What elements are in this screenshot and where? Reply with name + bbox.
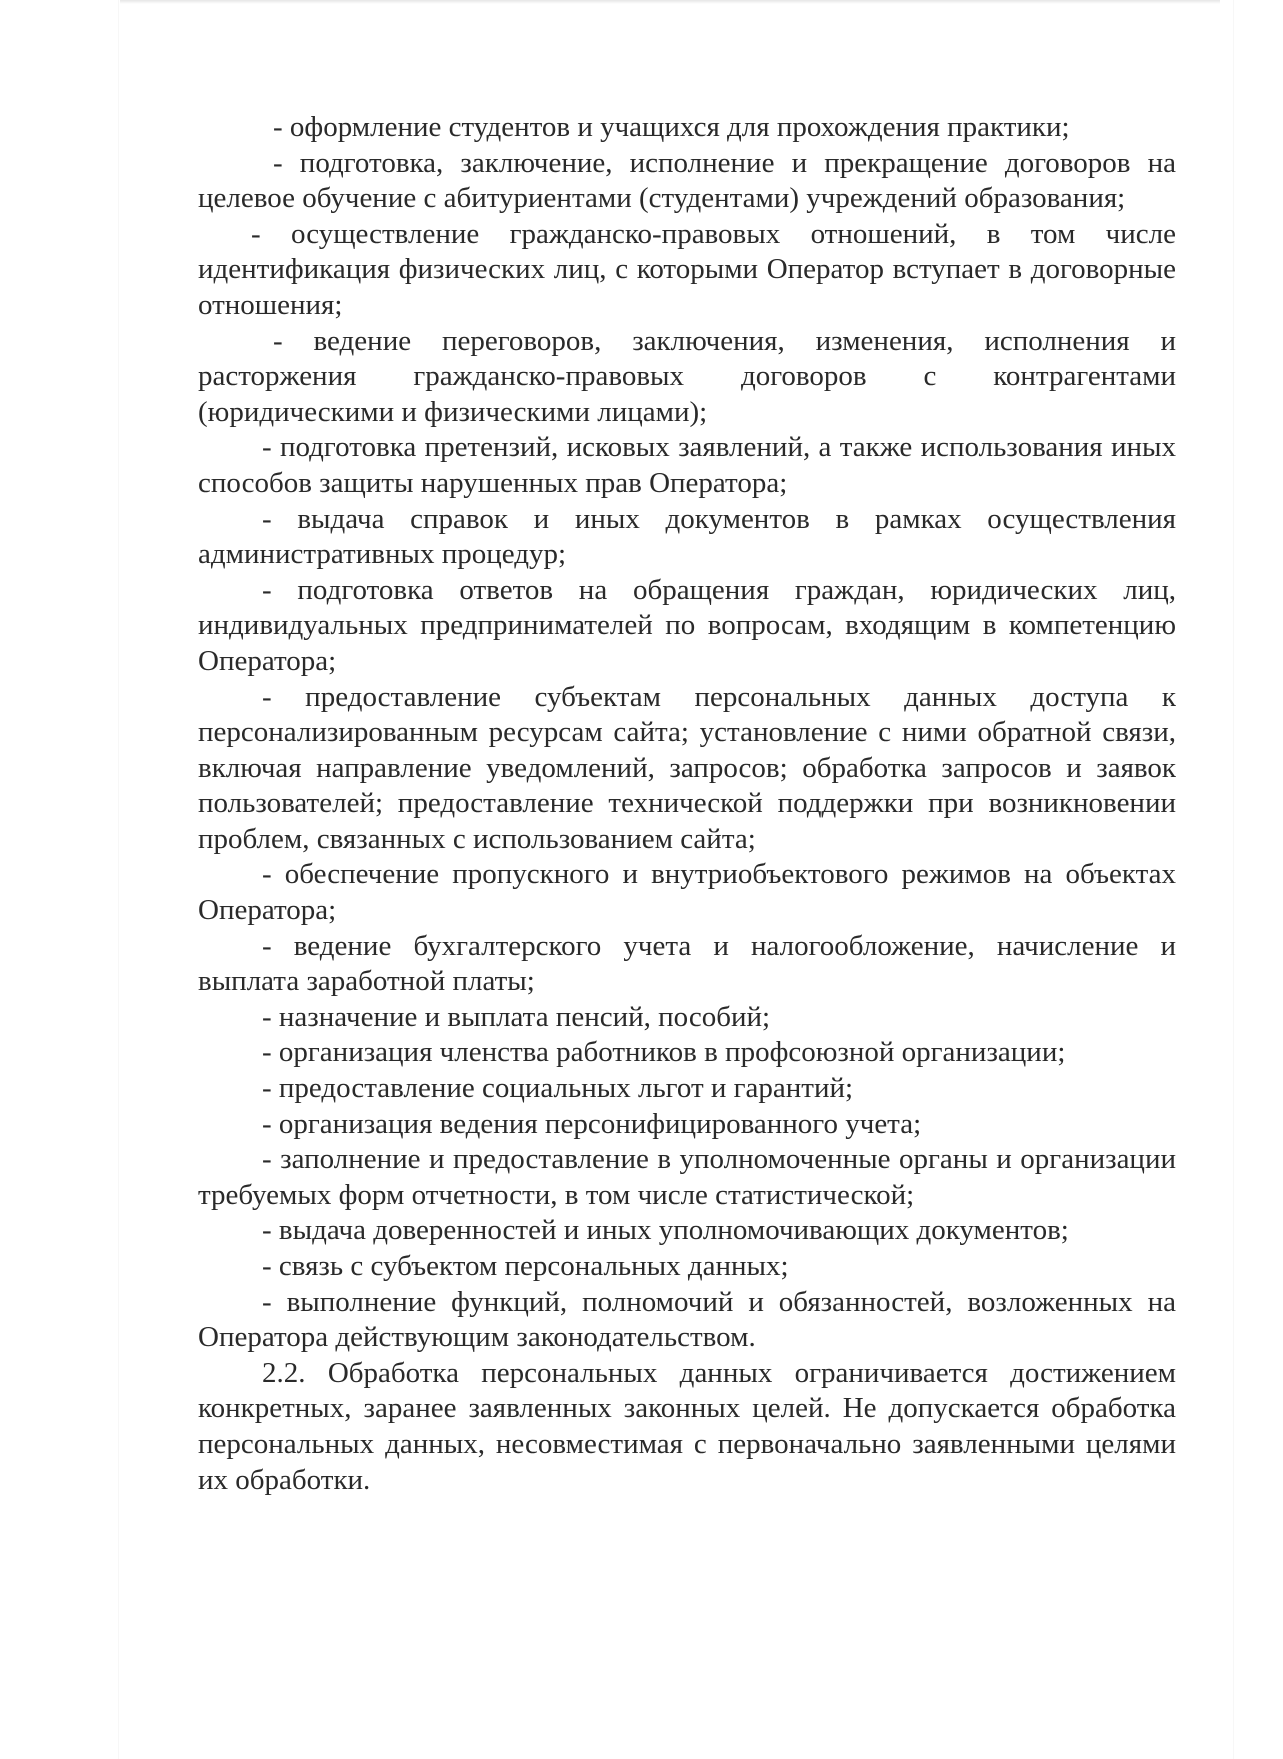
paragraph: - ведение переговоров, заключения, изменения, исполнения и расторжения гражданско-правовых договоров с контрагентами (юридическими и физическими лицами); (198, 324, 1176, 428)
paragraph: - выполнение функций, полномочий и обязанностей, возложенных на Оператора действующим законодательством. (198, 1285, 1176, 1354)
scan-artifact-line (118, 0, 119, 1759)
paragraph: - оформление студентов и учащихся для прохождения практики; (273, 111, 1070, 143)
document-body (198, 110, 1176, 1498)
paragraph: - подготовка, заключение, исполнение и прекращение договоров на целевое обучение с абитуриентами (студентами) учреждений образования; (198, 146, 1176, 215)
paragraph: - предоставление субъектам персональных данных доступа к персонализированным ресурсам сайта; установление с ними обратной связи, включая направление уведомлений, запросов; обработка запросов и заявок пользователей; предоставление технической поддержки при возникновении проблем, связанных с использованием сайта; (198, 680, 1176, 855)
paragraph: - организация членства работников в профсоюзной организации; (262, 1036, 1066, 1069)
paragraph: - предоставление социальных льгот и гарантий; (262, 1072, 854, 1105)
paragraph: - заполнение и предоставление в уполномоченные органы и организации требуемых форм отчетности, в том числе статистической; (198, 1143, 1176, 1211)
paragraph: - осуществление гражданско-правовых отношений, в том числе идентификация физических лиц, с которыми Оператор вступает в договорные отношения; (198, 217, 1176, 321)
paragraph: - организация ведения персонифицированного учета; (262, 1107, 922, 1140)
paragraph: - ведение бухгалтерского учета и налогообложение, начисление и выплата заработной платы; (198, 929, 1176, 998)
scan-artifact-line (1233, 0, 1234, 1759)
paragraph: - связь с субъектом персональных данных; (262, 1250, 789, 1282)
paragraph: - обеспечение пропускного и внутриобъектового режимов на объектах Оператора; (198, 858, 1176, 927)
paragraph: - подготовка претензий, исковых заявлений, а также использования иных способов защиты нарушенных прав Оператора; (198, 431, 1176, 499)
paragraph: - выдача справок и иных документов в рамках осуществления административных процедур; (198, 502, 1176, 571)
paragraph: - назначение и выплата пенсий, пособий; (262, 1000, 771, 1033)
paragraph: - выдача доверенностей и иных уполномочивающих документов; (262, 1214, 1069, 1247)
scan-edge (120, 0, 1220, 4)
paragraph: 2.2. Обработка персональных данных ограничивается достижением конкретных, заранее заявленных законных целей. Не допускается обработка персональных данных, несовместимая с первоначально заявленными целями их обработки. (198, 1356, 1176, 1496)
paragraph: - подготовка ответов на обращения граждан, юридических лиц, индивидуальных предпринимателей по вопросам, входящим в компетенцию Оператора; (198, 573, 1176, 677)
